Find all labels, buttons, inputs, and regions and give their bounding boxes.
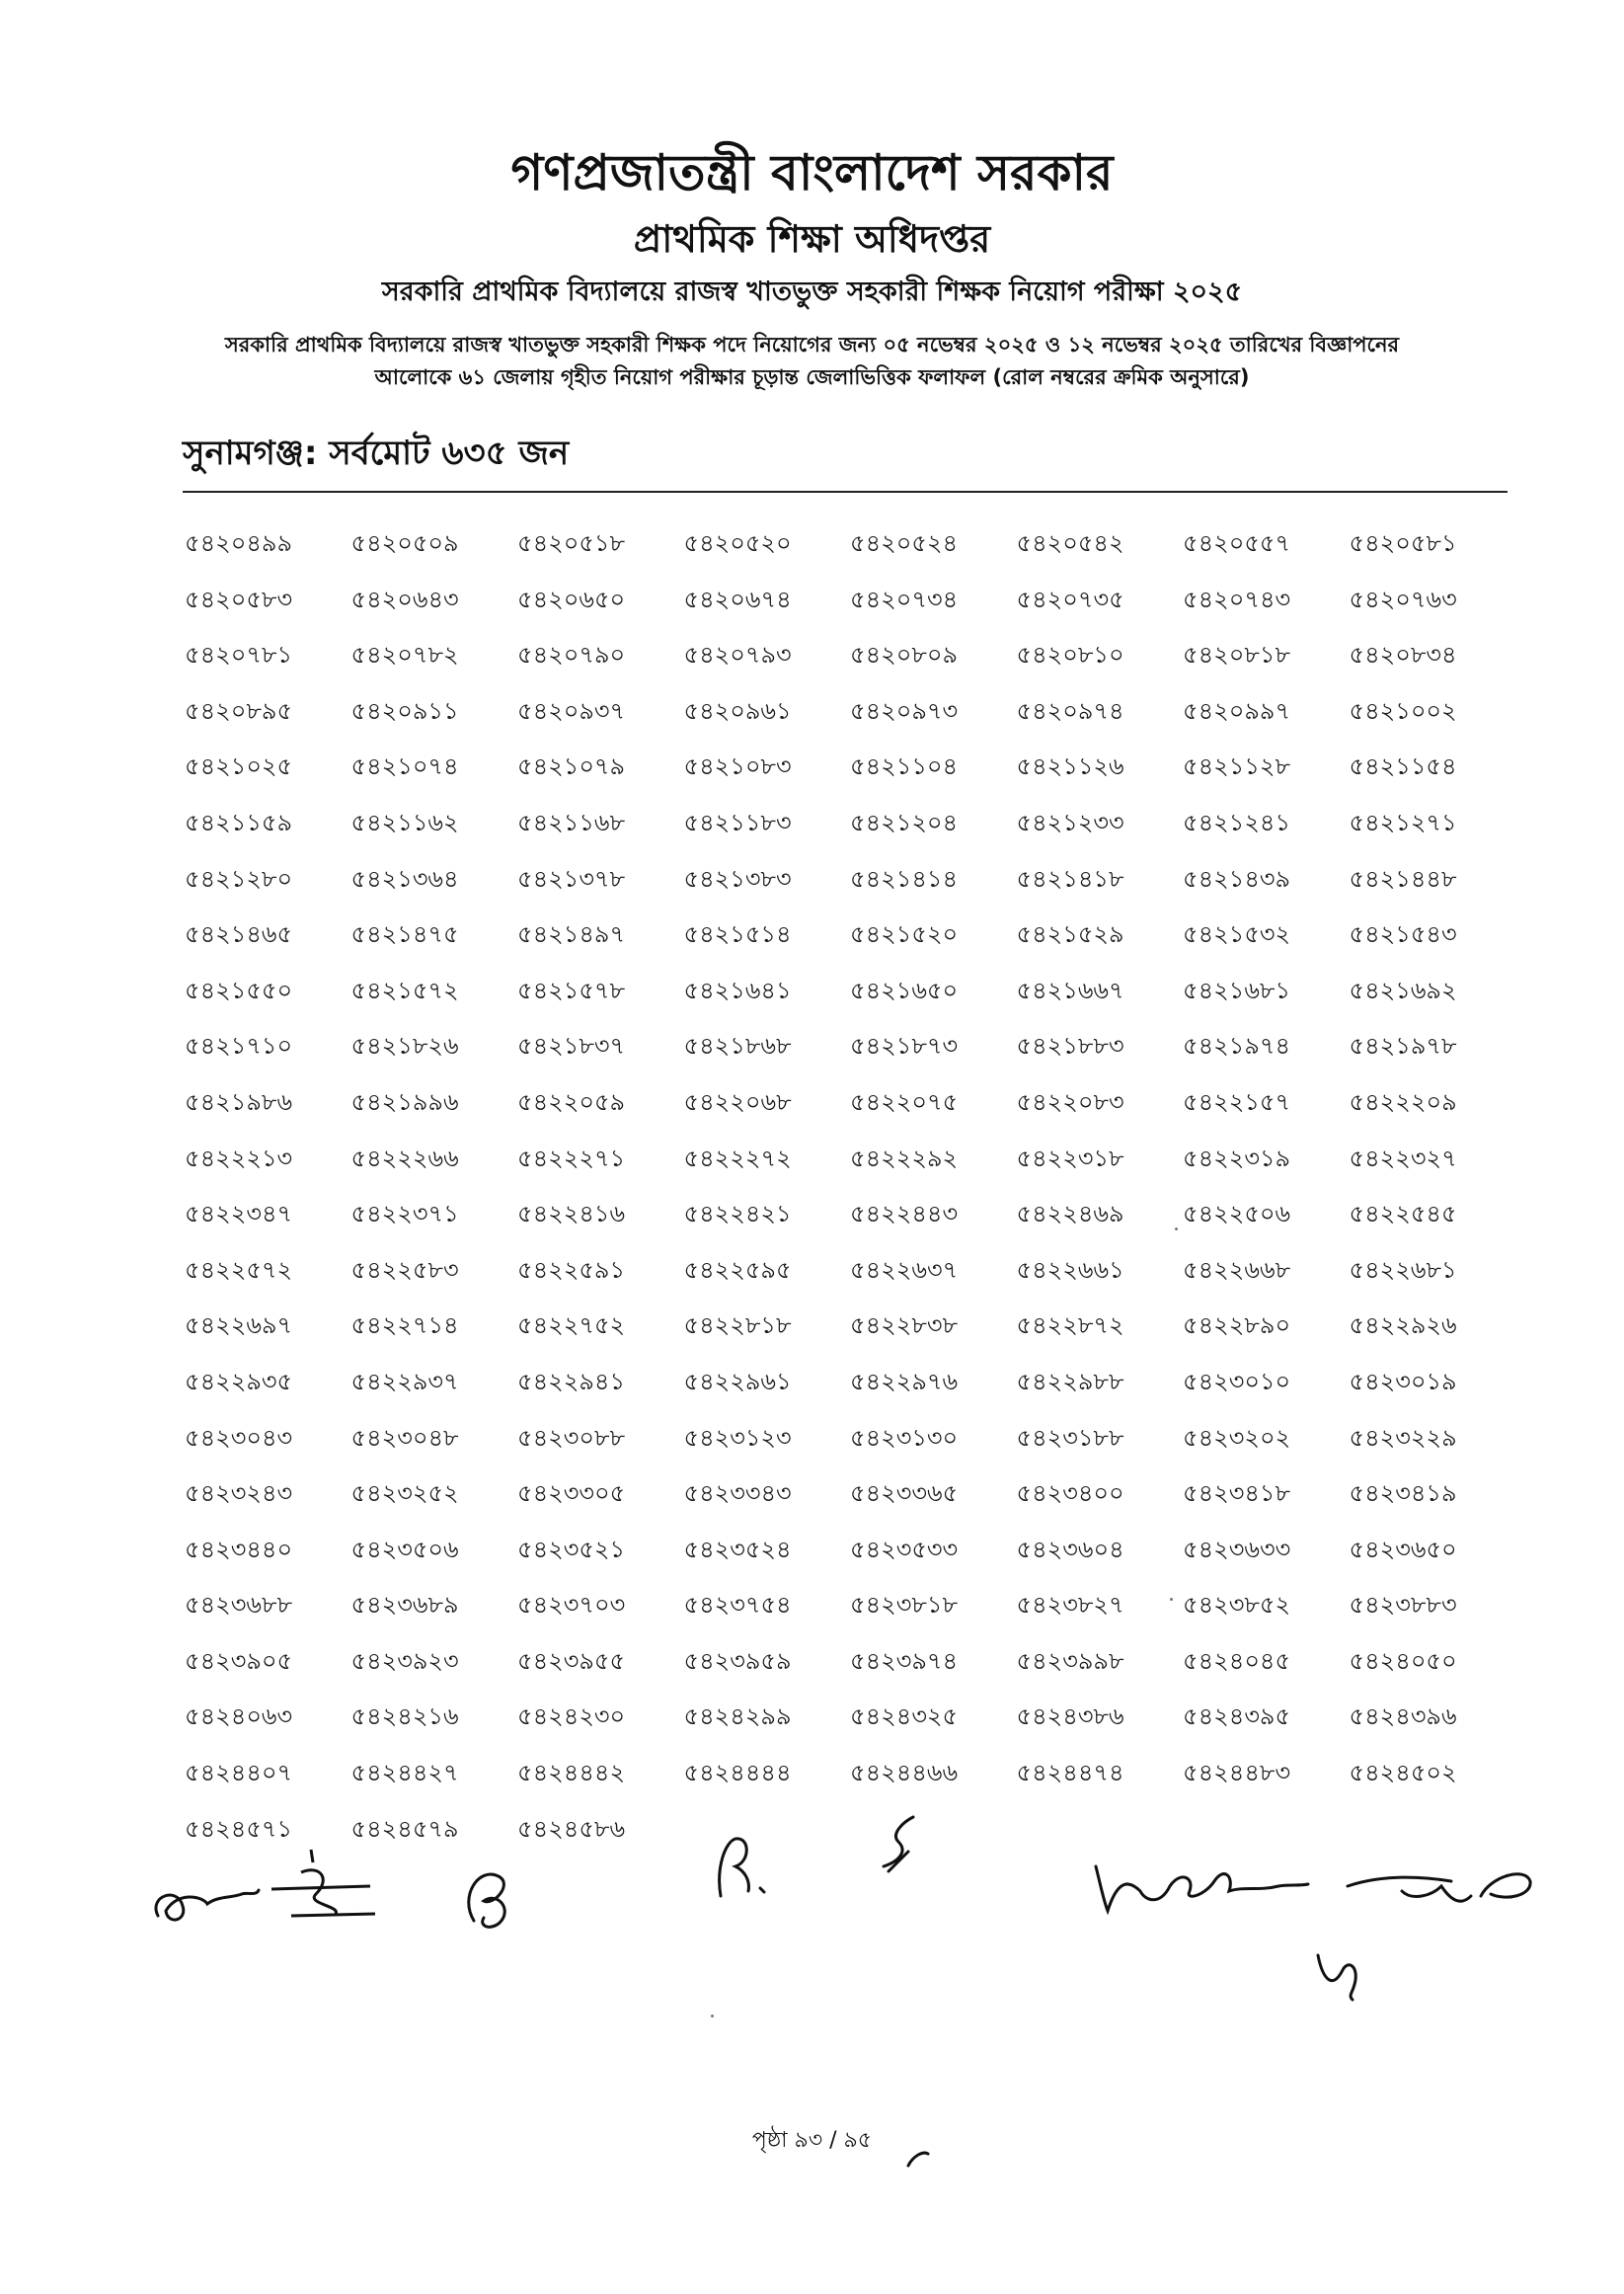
notice-line-1: সরকারি প্রাথমিক বিদ্যালয়ে রাজস্ব খাতভুক্ত সহকারী শিক্ষক পদে নিয়োগের জন্য ০৫ নভেম্বর ২০২৫ ও ১২ নভেম্বর ২০২৫ তারিখের বিজ্ঞাপনের [224, 333, 1400, 356]
roll-number: ৫৪২০৯১১ [350, 696, 459, 725]
notice-line-2: আলোকে ৬১ জেলায় গৃহীত নিয়োগ পরীক্ষার চূড়ান্ত জেলাভিত্তিক ফলাফল (রোল নম্বরের ক্রমিক অনুসারে) [374, 365, 1250, 389]
roll-number: ৫৪২৪৪৪৪ [683, 1759, 792, 1787]
roll-number: ৫৪২১৫৫০ [185, 976, 293, 1004]
roll-number: ৫৪২১২৩৩ [1016, 808, 1124, 836]
roll-number: ৫৪২৩৬৫০ [1349, 1535, 1457, 1563]
roll-number: ৫৪২২৫৭২ [185, 1255, 293, 1284]
roll-number: ৫৪২৩০৮৮ [517, 1423, 626, 1452]
roll-number: ৫৪২৩৯৯৮ [1016, 1646, 1124, 1675]
roll-number: ৫৪২১৫৪৩ [1349, 920, 1457, 949]
roll-number: ৫৪২১১০৪ [850, 752, 959, 781]
roll-number: ৫৪২২৯৮৮ [1016, 1367, 1124, 1395]
roll-number: ৫৪২৩৮৫২ [1183, 1591, 1291, 1620]
government-title: গণপ্রজাতন্ত্রী বাংলাদেশ সরকার [510, 144, 1114, 201]
roll-number: ৫৪২২৪১৬ [517, 1200, 626, 1228]
roll-number: ৫৪২১২৪১ [1183, 808, 1291, 836]
roll-number: ৫৪২৩৬৮৮ [185, 1591, 293, 1620]
roll-number: ৫৪২১৯৭৪ [1183, 1032, 1291, 1061]
roll-number: ৫৪২৪৪৮৩ [1183, 1759, 1291, 1787]
roll-number: ৫৪২১৬৬৭ [1016, 976, 1124, 1004]
roll-number: ৫৪২৩৪০০ [1016, 1479, 1124, 1508]
roll-number: ৫৪২১৬৯২ [1349, 976, 1457, 1004]
roll-number: ৫৪২২৬৮১ [1349, 1255, 1457, 1284]
roll-number: ৫৪২২৭১৪ [350, 1311, 459, 1340]
roll-number: ৫৪২১৪৯৭ [517, 920, 626, 949]
roll-number: ৫৪২২৬৩৭ [850, 1255, 959, 1284]
roll-number: ৫৪২১৮২৬ [350, 1032, 459, 1061]
roll-number: ৫৪২৩০১৯ [1349, 1367, 1457, 1395]
roll-number: ৫৪২২৯৩৭ [350, 1367, 459, 1395]
roll-number: ৫৪২২৩২৭ [1349, 1144, 1457, 1172]
roll-number: ৫৪২১৬৮১ [1183, 976, 1291, 1004]
roll-number: ৫৪২৩৯০৫ [185, 1646, 293, 1675]
roll-number: ৫৪২১৯৯৬ [350, 1087, 459, 1116]
roll-number: ৫৪২৪৩৯৬ [1349, 1702, 1457, 1731]
roll-number: ৫৪২৪৩২৫ [850, 1702, 959, 1731]
roll-number: ৫৪২২৯৬১ [683, 1367, 792, 1395]
roll-number: ৫৪২০৬৪৩ [350, 585, 459, 613]
roll-number: ৫৪২১১৫৪ [1349, 752, 1457, 781]
roll-number: ৫৪২৩০১০ [1183, 1367, 1291, 1395]
roll-number: ৫৪২২৯৩৫ [185, 1367, 293, 1395]
scan-speck [1170, 1598, 1173, 1601]
roll-number: ৫৪২৪৫৮৬ [517, 1814, 626, 1843]
roll-number: ৫৪২৩৮৮৩ [1349, 1591, 1457, 1620]
roll-number: ৫৪২০৯৭৪ [1016, 696, 1124, 725]
exam-title: সরকারি প্রাথমিক বিদ্যালয়ে রাজস্ব খাতভুক্ত সহকারী শিক্ষক নিয়োগ পরীক্ষা ২০২৫ [381, 277, 1243, 307]
roll-number: ৫৪২১৭১০ [185, 1032, 293, 1061]
roll-number: ৫৪২১১২৬ [1016, 752, 1124, 781]
roll-number: ৫৪২৪২১৬ [350, 1702, 459, 1731]
roll-number: ৫৪২২৮৭২ [1016, 1311, 1124, 1340]
roll-number: ৫৪২২৪৬৯ [1016, 1200, 1124, 1228]
roll-number: ৫৪২৩১২৩ [683, 1423, 792, 1452]
roll-number: ৫৪২০৭৩৫ [1016, 585, 1124, 613]
roll-number: ৫৪২২২৯২ [850, 1144, 959, 1172]
roll-number: ৫৪২৩৯৫৫ [517, 1646, 626, 1675]
roll-number: ৫৪২২০৫৯ [517, 1087, 626, 1116]
roll-number: ৫৪২০৮০৯ [850, 641, 959, 670]
roll-number: ৫৪২৩৭৫৪ [683, 1591, 792, 1620]
roll-number: ৫৪২৩৬৮৯ [350, 1591, 459, 1620]
roll-number: ৫৪২০৫২৪ [850, 529, 959, 557]
roll-number: ৫৪২২৫৪৫ [1349, 1200, 1457, 1228]
roll-number: ৫৪২১০২৫ [185, 752, 293, 781]
roll-number: ৫৪২৩৫৩৩ [850, 1535, 959, 1563]
roll-number: ৫৪২০৭৩৪ [850, 585, 959, 613]
roll-number: ৫৪২০৯৭৩ [850, 696, 959, 725]
roll-number: ৫৪২২২১৩ [185, 1144, 293, 1172]
roll-number: ৫৪২২৪২১ [683, 1200, 792, 1228]
roll-number: ৫৪২৩৫০৬ [350, 1535, 459, 1563]
roll-number: ৫৪২৩৫২১ [517, 1535, 626, 1563]
roll-number: ৫৪২৩৯২৩ [350, 1646, 459, 1675]
roll-number: ৫৪২২৩১৯ [1183, 1144, 1291, 1172]
roll-number: ৫৪২২৫০৬ [1183, 1200, 1291, 1228]
roll-number: ৫৪২২৯৪১ [517, 1367, 626, 1395]
scan-speck [711, 2015, 714, 2017]
roll-number: ৫৪২৪০৬৩ [185, 1702, 293, 1731]
roll-number: ৫৪২১৫১৪ [683, 920, 792, 949]
directorate-title: প্রাথমিক শিক্ষা অধিদপ্তর [633, 217, 991, 261]
roll-number: ৫৪২০৬৭৪ [683, 585, 792, 613]
roll-number: ৫৪২৩৯৫৯ [683, 1646, 792, 1675]
roll-number: ৫৪২২১৫৭ [1183, 1087, 1291, 1116]
roll-number: ৫৪২১১৬২ [350, 808, 459, 836]
roll-number: ৫৪২২৬৬৮ [1183, 1255, 1291, 1284]
roll-number: ৫৪২২২৭১ [517, 1144, 626, 1172]
roll-number: ৫৪২২৩৪৭ [185, 1200, 293, 1228]
roll-number: ৫৪২০৪৯৯ [185, 529, 293, 557]
roll-number: ৫৪২২৮৯০ [1183, 1311, 1291, 1340]
roll-number: ৫৪২১৯৭৮ [1349, 1032, 1457, 1061]
roll-number: ৫৪২১০০২ [1349, 696, 1457, 725]
roll-number: ৫৪২২৯২৬ [1349, 1311, 1457, 1340]
roll-number: ৫৪২৪৫৭৯ [350, 1814, 459, 1843]
roll-number: ৫৪২৪৪২৭ [350, 1759, 459, 1787]
roll-number: ৫৪২২৩১৮ [1016, 1144, 1124, 1172]
roll-number: ৫৪২১১৮৩ [683, 808, 792, 836]
roll-number: ৫৪২৩৩৪৩ [683, 1479, 792, 1508]
roll-number: ৫৪২৪৪৪২ [517, 1759, 626, 1787]
roll-number: ৫৪২২০৬৮ [683, 1087, 792, 1116]
roll-number: ৫৪২০৯৩৭ [517, 696, 626, 725]
roll-number: ৫৪২৪০৫০ [1349, 1646, 1457, 1675]
roll-number: ৫৪২৩৭০৩ [517, 1591, 626, 1620]
roll-number: ৫৪২০৫৮৩ [185, 585, 293, 613]
roll-number: ৫৪২১২৭১ [1349, 808, 1457, 836]
roll-number: ৫৪২১২৮০ [185, 864, 293, 893]
roll-number: ৫৪২১৩৮৩ [683, 864, 792, 893]
roll-number: ৫৪২১০৭৪ [350, 752, 459, 781]
roll-number: ৫৪২০৮১০ [1016, 641, 1124, 670]
roll-number: ৫৪২৩২২৯ [1349, 1423, 1457, 1452]
roll-number: ৫৪২৩১৮৮ [1016, 1423, 1124, 1452]
roll-number: ৫৪২৩৫২৪ [683, 1535, 792, 1563]
roll-number: ৫৪২৩৯৭৪ [850, 1646, 959, 1675]
roll-number: ৫৪২৩৮১৮ [850, 1591, 959, 1620]
roll-number: ৫৪২০৫৮১ [1349, 529, 1457, 557]
roll-number: ৫৪২০৭৪৩ [1183, 585, 1291, 613]
signature-8 [1308, 1936, 1377, 2005]
roll-number: ৫৪২৪৫০২ [1349, 1759, 1457, 1787]
roll-number: ৫৪২১৫৭২ [350, 976, 459, 1004]
roll-number: ৫৪২৪৪৬৬ [850, 1759, 959, 1787]
roll-number: ৫৪২০৬৫০ [517, 585, 626, 613]
roll-number: ৫৪২১৪১৪ [850, 864, 959, 893]
roll-number: ৫৪২১০৮৩ [683, 752, 792, 781]
scan-speck [1175, 1227, 1178, 1230]
roll-number: ৫৪২১৫২০ [850, 920, 959, 949]
roll-number: ৫৪২১৫২৯ [1016, 920, 1124, 949]
roll-number: ৫৪২১২০৪ [850, 808, 959, 836]
roll-number: ৫৪২০৭৮২ [350, 641, 459, 670]
roll-number: ৫৪২০৭৬৩ [1349, 585, 1457, 613]
roll-number: ৫৪২২৩৭১ [350, 1200, 459, 1228]
roll-number: ৫৪২২২০৯ [1349, 1087, 1457, 1116]
roll-number: ৫৪২৪৪৭৪ [1016, 1759, 1124, 1787]
roll-number: ৫৪২০৮৯৫ [185, 696, 293, 725]
roll-number: ৫৪২৩২৪৩ [185, 1479, 293, 1508]
roll-number: ৫৪২৩০৪৮ [350, 1423, 459, 1452]
roll-number: ৫৪২০৭৯৩ [683, 641, 792, 670]
roll-number: ৫৪২১০৭৯ [517, 752, 626, 781]
roll-number: ৫৪২২৪৪৩ [850, 1200, 959, 1228]
roll-number: ৫৪২৪২৯৯ [683, 1702, 792, 1731]
roll-number: ৫৪২৩৮২৭ [1016, 1591, 1124, 1620]
roll-number: ৫৪২০৮১৮ [1183, 641, 1291, 670]
roll-number: ৫৪২২৮১৮ [683, 1311, 792, 1340]
roll-number: ৫৪২৩১৩০ [850, 1423, 959, 1452]
page-number: পৃষ্ঠা ৯৩ / ৯৫ [751, 2128, 873, 2153]
roll-number: ৫৪২২২৬৬ [350, 1144, 459, 1172]
roll-number: ৫৪২১১২৮ [1183, 752, 1291, 781]
roll-number: ৫৪২৩৪১৮ [1183, 1479, 1291, 1508]
roll-number: ৫৪২১৬৫০ [850, 976, 959, 1004]
roll-number: ৫৪২০৫১৮ [517, 529, 626, 557]
roll-number: ৫৪২০৭৮১ [185, 641, 293, 670]
roll-number: ৫৪২১১৬৮ [517, 808, 626, 836]
roll-number: ৫৪২৩৩৬৫ [850, 1479, 959, 1508]
roll-number: ৫৪২৩৬০৪ [1016, 1535, 1124, 1563]
roll-number: ৫৪২২৫৮৩ [350, 1255, 459, 1284]
roll-number: ৫৪২৩৪৪০ [185, 1535, 293, 1563]
roll-number: ৫৪২১৫৭৮ [517, 976, 626, 1004]
roll-number: ৫৪২০৮৩৪ [1349, 641, 1457, 670]
roll-number: ৫৪২১৮৮৩ [1016, 1032, 1124, 1061]
roll-number: ৫৪২২৬৬১ [1016, 1255, 1124, 1284]
roll-number: ৫৪২৪৩৮৬ [1016, 1702, 1124, 1731]
roll-number: ৫৪২১৪৬৫ [185, 920, 293, 949]
roll-number: ৫৪২২৫৯১ [517, 1255, 626, 1284]
roll-number: ৫৪২২০৮৩ [1016, 1087, 1124, 1116]
roll-number: ৫৪২০৯৯৭ [1183, 696, 1291, 725]
roll-number: ৫৪২০৭৯০ [517, 641, 626, 670]
roll-number: ৫৪২১৪১৮ [1016, 864, 1124, 893]
roll-number: ৫৪২০৫৪২ [1016, 529, 1124, 557]
roll-number: ৫৪২১৫৩২ [1183, 920, 1291, 949]
roll-number: ৫৪২১৮৬৮ [683, 1032, 792, 1061]
roll-number: ৫৪২২৮৩৮ [850, 1311, 959, 1340]
roll-number: ৫৪২১৪৪৮ [1349, 864, 1457, 893]
roll-number: ৫৪২৪০৪৫ [1183, 1646, 1291, 1675]
roll-number: ৫৪২৪৫৭১ [185, 1814, 293, 1843]
signature-1 [148, 1866, 267, 1936]
roll-number: ৫৪২১৪৭৫ [350, 920, 459, 949]
roll-number: ৫৪২৩২৫২ [350, 1479, 459, 1508]
roll-number: ৫৪২২২৭২ [683, 1144, 792, 1172]
roll-number: ৫৪২৩৩০৫ [517, 1479, 626, 1508]
roll-number: ৫৪২০৫৫৭ [1183, 529, 1291, 557]
roll-number: ৫৪২১৮৩৭ [517, 1032, 626, 1061]
roll-number: ৫৪২৩২০২ [1183, 1423, 1291, 1452]
roll-number: ৫৪২১৩৭৮ [517, 864, 626, 893]
roll-number: ৫৪২১৪৩৯ [1183, 864, 1291, 893]
roll-number: ৫৪২০৫০৯ [350, 529, 459, 557]
roll-number: ৫৪২২৫৯৫ [683, 1255, 792, 1284]
roll-number-grid [185, 528, 1508, 1869]
roll-number: ৫৪২৪৪০৭ [185, 1759, 293, 1787]
roll-number: ৫৪২০৯৬১ [683, 696, 792, 725]
district-heading: সুনামগঞ্জ: সর্বমোট ৬৩৫ জন [183, 434, 570, 473]
heading-divider [183, 491, 1508, 493]
roll-number: ৫৪২৪২৩০ [517, 1702, 626, 1731]
roll-number: ৫৪২১১৫৯ [185, 808, 293, 836]
roll-number: ৫৪২২৬৯৭ [185, 1311, 293, 1340]
roll-number: ৫৪২৪৩৯৫ [1183, 1702, 1291, 1731]
roll-number: ৫৪২১৬৪১ [683, 976, 792, 1004]
roll-number: ৫৪২৩৬৩৩ [1183, 1535, 1291, 1563]
roll-number: ৫৪২১৩৬৪ [350, 864, 459, 893]
roll-number: ৫৪২১৮৭৩ [850, 1032, 959, 1061]
roll-number: ৫৪২০৫২০ [683, 529, 792, 557]
roll-number: ৫৪২২৯৭৬ [850, 1367, 959, 1395]
roll-number: ৫৪২১৯৮৬ [185, 1087, 293, 1116]
roll-number: ৫৪২২৭৫২ [517, 1311, 626, 1340]
roll-number: ৫৪২৩০৪৩ [185, 1423, 293, 1452]
roll-number: ৫৪২২০৭৫ [850, 1087, 959, 1116]
roll-number: ৫৪২৩৪১৯ [1349, 1479, 1457, 1508]
